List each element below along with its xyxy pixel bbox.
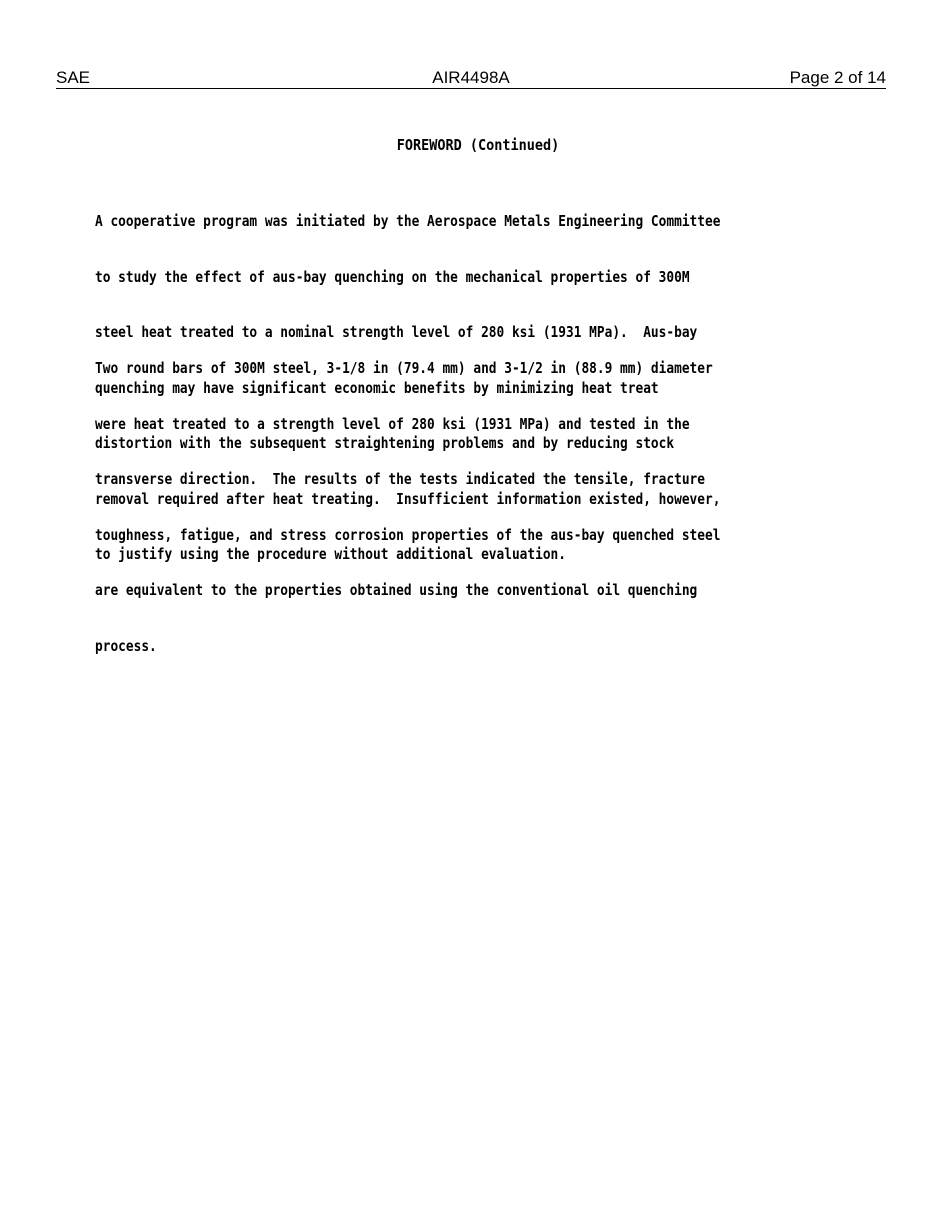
paragraph-line: to justify using the procedure without additional evaluation. <box>95 545 567 563</box>
header-page-number: Page 2 of 14 <box>789 68 886 87</box>
paragraph-line: were heat treated to a strength level of 280 ksi (1931 MPa) and tested in the <box>95 414 690 433</box>
paragraph-line: removal required after heat treating. Insufficient information existed, however, <box>95 489 721 508</box>
paragraph-line: transverse direction. The results of the tests indicated the tensile, fracture <box>95 470 705 488</box>
header-document-number: AIR4498A <box>432 68 510 87</box>
paragraph-line: distortion with the subsequent straightening problems and by reducing stock <box>95 434 675 452</box>
paragraph-line: are equivalent to the properties obtained using the conventional oil quenching <box>95 581 698 599</box>
paragraph-line: Two round bars of 300M steel, 3-1/8 in (79.4 mm) and 3-1/2 in (88.9 mm) diameter <box>95 359 713 377</box>
paragraph-line: toughness, fatigue, and stress corrosion properties of the aus-bay quenched steel <box>95 525 721 544</box>
paragraph-line: to study the effect of aus-bay quenching on the mechanical properties of 300M <box>95 267 690 286</box>
paragraph-line: quenching may have significant economic benefits by minimizing heat treat <box>95 378 659 397</box>
paragraph-line: process. <box>95 636 157 655</box>
page-header <box>56 68 886 89</box>
paragraph-line: steel heat treated to a nominal strength level of 280 ksi (1931 MPa). Aus-bay <box>95 323 698 341</box>
header-organization: SAE <box>56 68 91 87</box>
paragraph-2 <box>95 322 720 674</box>
paragraph-line: A cooperative program was initiated by the Aerospace Metals Engineering Committee <box>95 212 721 230</box>
section-heading: FOREWORD (Continued) <box>396 136 560 154</box>
